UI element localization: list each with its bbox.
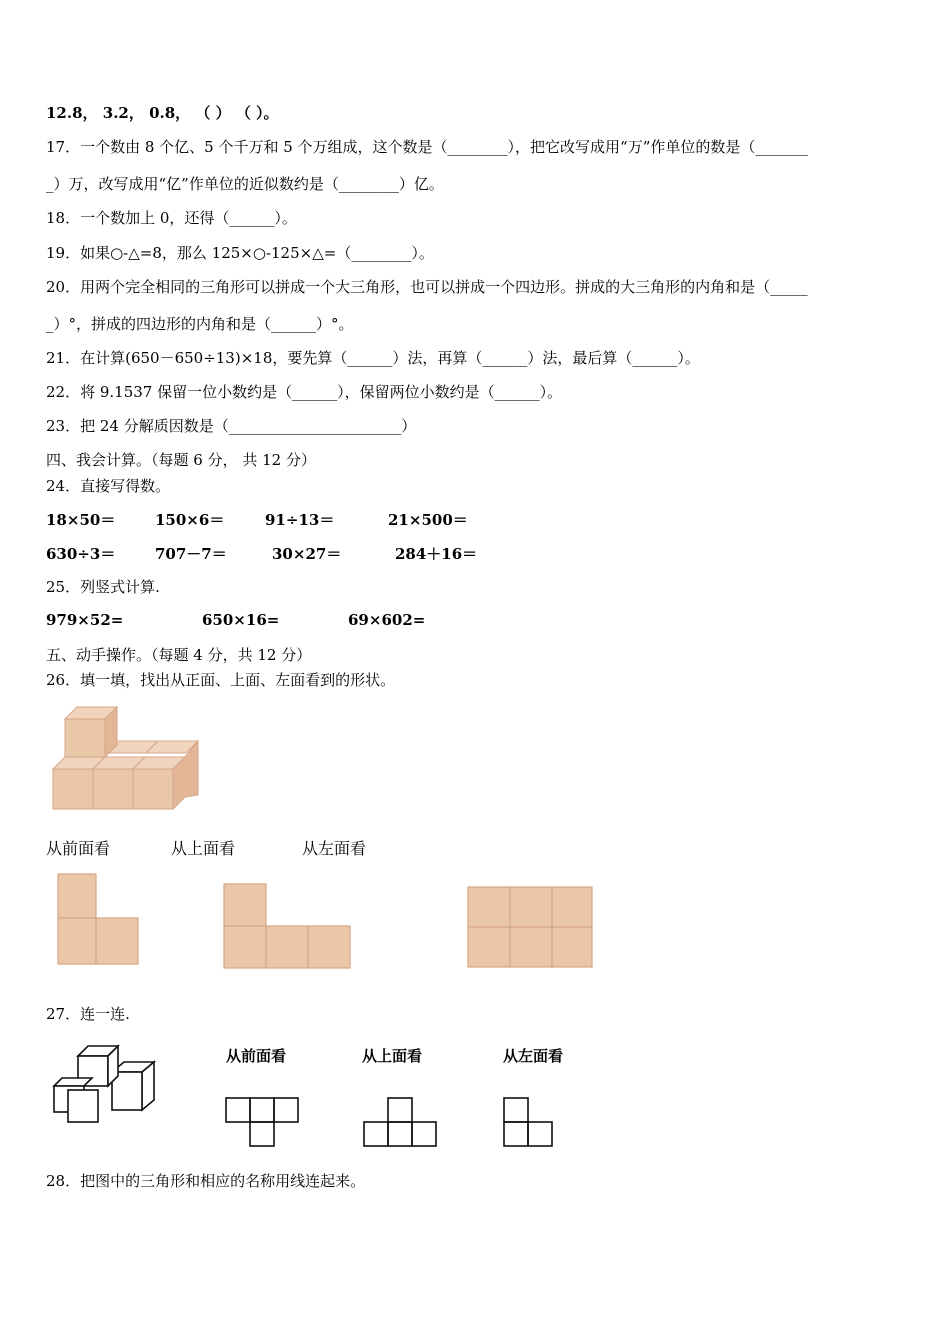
q21: 21．在计算(650－650÷13)×18，要先算（______）法，再算（______）法，最后算（______）。 [46, 349, 700, 367]
calc-item: 630÷3＝ [46, 545, 116, 563]
calc-item: 284＋16＝ [395, 545, 478, 563]
view-shape-a [56, 872, 142, 966]
match-label-left: 从左面看 [503, 1047, 564, 1065]
q23: 23．把 24 分解质因数是（_______________________） [46, 417, 417, 435]
match-label-front: 从前面看 [226, 1047, 287, 1065]
outline-cube-top [54, 1078, 92, 1086]
view-label-front: 从前面看 [46, 839, 111, 858]
section-4-title: 四、我会计算。（每题 6 分， 共 12 分） [46, 451, 316, 469]
cube-stack-figure [48, 703, 208, 815]
cube-front-face [65, 719, 105, 757]
q24: 24．直接写得数。 [46, 477, 171, 495]
view-shape-b [222, 882, 352, 970]
q25: 25．列竖式计算. [46, 578, 160, 596]
section-5-title: 五、动手操作。（每题 4 分，共 12 分） [46, 646, 312, 664]
vertical-calc-item: 69×602= [348, 611, 426, 629]
outline-cube-front [68, 1090, 98, 1122]
calc-item: 18×50＝ [46, 511, 116, 529]
match-label-top: 从上面看 [362, 1047, 423, 1065]
match-shape-c [502, 1094, 558, 1150]
q19: 19．如果○-△=8，那么 125×○-125×△=（________）。 [46, 244, 434, 262]
q26: 26．填一填，找出从正面、上面、左面看到的形状。 [46, 671, 396, 689]
q20-line2: _）°，拼成的四边形的内角和是（______）°。 [46, 315, 354, 333]
view-shape-c [466, 885, 594, 969]
q18: 18．一个数加上 0，还得（______）。 [46, 209, 297, 227]
q22: 22．将 9.1537 保留一位小数约是（______），保留两位小数约是（______）。 [46, 383, 563, 401]
calc-item: 150×6＝ [155, 511, 225, 529]
match-shape-a [224, 1094, 302, 1150]
q20-line1: 20．用两个完全相同的三角形可以拼成一个大三角形，也可以拼成一个四边形。拼成的大三角形的内角和是（_____ [46, 278, 808, 296]
q28: 28．把图中的三角形和相应的名称用线连起来。 [46, 1172, 366, 1190]
cube-front-face [133, 769, 173, 809]
vertical-calc-item: 650×16= [202, 611, 280, 629]
vertical-calc-item: 979×52= [46, 611, 124, 629]
q27: 27．连一连. [46, 1005, 130, 1023]
calc-item: 707－7＝ [155, 545, 227, 563]
cube-front-face [53, 769, 93, 809]
view-label-top: 从上面看 [171, 839, 236, 858]
calc-item: 30×27＝ [272, 545, 342, 563]
outline-cube-figure [50, 1042, 162, 1124]
calc-item: 21×500＝ [388, 511, 468, 529]
q17-line1: 17．一个数由 8 个亿、5 个千万和 5 个万组成，这个数是（________），把它改写成用“万”作单位的数是（_______ [46, 138, 808, 156]
view-label-left: 从左面看 [302, 839, 367, 858]
q17-line2: _）万，改写成用“亿”作单位的近似数约是（________）亿。 [46, 175, 444, 193]
cube-front-face [93, 769, 133, 809]
calc-item: 91÷13＝ [265, 511, 335, 529]
match-shape-b [362, 1094, 440, 1150]
q16-tail: 12.8， 3.2， 0.8， （ ） （ ）。 [46, 104, 279, 122]
